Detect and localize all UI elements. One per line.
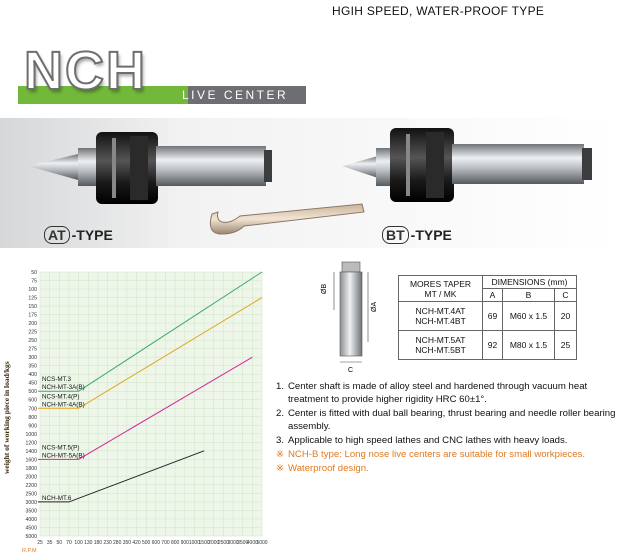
chart-x-unit: R.P.M (22, 548, 37, 554)
chart-y-tick-label: 400 (28, 372, 37, 379)
chart-x-tick-label: 1500 (198, 540, 210, 546)
chart-y-tick-label: 4500 (25, 525, 37, 532)
table-col-a: A (483, 289, 503, 302)
chart-y-tick-label: 450 (28, 380, 37, 387)
chart-x-tick-label: 2000 (208, 540, 220, 546)
note-number: ※ (276, 463, 285, 474)
chart-y-tick-label: 2200 (25, 482, 37, 489)
chart-x-tick-label: 180 (93, 540, 103, 546)
chart-x-tick-label: 3500 (237, 540, 249, 546)
table-cell-b: M60 x 1.5 (503, 302, 555, 331)
note-text: Center is fitted with dual ball bearing, thrust bearing and needle roller bearing assembly. (288, 408, 616, 432)
chart-y-tick-label: 4000 (25, 516, 37, 523)
at-type-text: -TYPE (71, 227, 113, 243)
chart-x-tick-label: 35 (46, 540, 53, 546)
table-cell-c: 25 (555, 331, 577, 360)
chart-x-tick-label: 800 (170, 540, 180, 546)
chart-x-tick-label: 2500 (217, 540, 229, 546)
chart-x-tick-label: 50 (56, 540, 63, 546)
note-text: Waterproof design. (288, 463, 369, 474)
note-number: 2. (276, 408, 285, 419)
table-row (399, 302, 577, 331)
chart-y-tick-label: 350 (28, 363, 37, 370)
bt-type-label (382, 226, 452, 244)
chart-y-tick-label: 1800 (25, 465, 37, 472)
chart-y-tick-label: 75 (31, 278, 37, 285)
table-cell-a: 92 (483, 331, 503, 360)
load-speed-chart (0, 266, 272, 556)
bt-type-text: -TYPE (410, 227, 452, 243)
chart-x-tick-label: 70 (66, 540, 72, 546)
chart-y-tick-label: 175 (28, 312, 37, 319)
chart-y-tick-label: 1600 (25, 457, 37, 464)
chart-x-tick-label: 1000 (188, 540, 200, 546)
chart-x-tick-label: 5000 (256, 540, 268, 546)
chart-x-tick-label: 420 (132, 540, 141, 546)
note-item (276, 407, 616, 433)
chart-x-tick-label: 350 (122, 540, 132, 546)
table-row (399, 331, 577, 360)
note-item (276, 462, 616, 475)
chart-x-tick-label: 3000 (227, 540, 239, 546)
dim-label-a: ØA (371, 301, 378, 312)
dim-label-b: ØB (321, 283, 328, 294)
feature-notes (276, 380, 616, 476)
chart-y-tick-label: 3500 (25, 508, 37, 515)
chart-y-tick-label: 600 (28, 397, 37, 404)
chart-series-label: NCH-MT-4A(B) (42, 401, 85, 409)
chart-y-tick-label: 1400 (25, 448, 37, 455)
table-cell-c: 20 (555, 302, 577, 331)
chart-y-tick-label: 900 (28, 423, 37, 430)
note-item (276, 380, 616, 406)
chart-y-tick-label: 2000 (25, 474, 37, 481)
table-cell-a: 69 (483, 302, 503, 331)
note-text: Applicable to high speed lathes and CNC lathes with heavy loads. (288, 435, 568, 446)
chart-series-label: NCS-MT.3 (42, 376, 72, 384)
brand-subtitle: LIVE CENTER (182, 88, 289, 102)
table-cell-models: NCH-MT.4AT NCH-MT.4BT (399, 302, 483, 331)
note-item (276, 434, 616, 447)
chart-series-label: NCS-MT.4(P) (42, 393, 80, 401)
chart-x-tick-label: 230 (103, 540, 112, 546)
dimension-drawing (310, 258, 390, 376)
chart-y-tick-label: 3000 (25, 499, 37, 506)
note-number: 3. (276, 435, 285, 446)
chart-x-tick-label: 500 (142, 540, 151, 546)
bt-type-badge: BT (382, 226, 409, 244)
chart-y-tick-label: 1200 (25, 440, 37, 447)
table-cell-models: NCH-MT.5AT NCH-MT.5BT (399, 331, 483, 360)
chart-x-tick-label: 100 (74, 540, 83, 546)
brand-logo: NCH (24, 41, 147, 101)
chart-y-tick-label: 200 (28, 321, 37, 328)
chart-x-tick-label: 130 (84, 540, 93, 546)
table-head-dimensions: DIMENSIONS (mm) (483, 276, 577, 289)
chart-y-tick-label: 700 (28, 406, 37, 413)
chart-series-label: NCH-MT-5A(B) (42, 452, 85, 460)
table-head-model: MORES TAPER MT / MK (399, 276, 483, 302)
chart-series-label: NCH-MT-3A(B) (42, 384, 85, 392)
note-number: ※ (276, 449, 285, 460)
chart-y-tick-label: 250 (28, 338, 37, 345)
chart-y-tick-label: 1000 (25, 431, 37, 438)
chart-y-tick-label: 125 (28, 295, 37, 302)
chart-x-tick-label: 280 (113, 540, 122, 546)
chart-x-tick-label: 700 (161, 540, 170, 546)
table-cell-b: M80 x 1.5 (503, 331, 555, 360)
chart-y-tick-label: 5000 (25, 534, 37, 540)
chart-y-axis-label: weight of working piece in load/kgs (2, 361, 11, 474)
chart-y-tick-label: 2500 (25, 491, 37, 498)
chart-y-tick-label: 275 (28, 346, 37, 353)
chart-series-label: NCS-MT.5(P) (42, 444, 80, 452)
chart-y-tick-label: 50 (31, 270, 37, 276)
note-text: Center shaft is made of alloy steel and hardened through vacuum heat treatment to provide higher rigidity HRC 60±1°. (288, 381, 588, 405)
table-col-b: B (503, 289, 555, 302)
header-title: HGIH SPEED, WATER-PROOF TYPE (332, 4, 545, 18)
chart-y-tick-label: 500 (28, 389, 37, 396)
chart-x-tick-label: 900 (180, 540, 189, 546)
chart-y-tick-label: 225 (28, 329, 37, 336)
chart-x-tick-label: 600 (151, 540, 160, 546)
chart-series-label: NCH-MT.6 (42, 494, 72, 502)
note-text: NCH-B type: Long nose live centers are suitable for small workpieces. (288, 449, 586, 460)
dimensions-table (398, 275, 577, 360)
note-number: 1. (276, 381, 285, 392)
at-type-label (44, 226, 113, 244)
at-type-badge: AT (44, 226, 70, 244)
table-col-c: C (555, 289, 577, 302)
chart-x-tick-label: 25 (37, 540, 43, 546)
note-item (276, 448, 616, 461)
chart-y-tick-label: 150 (28, 304, 37, 311)
chart-y-tick-label: 100 (28, 287, 37, 294)
dim-label-c: C (348, 367, 354, 374)
chart-x-tick-label: 4000 (246, 540, 258, 546)
chart-y-tick-label: 800 (28, 414, 37, 421)
chart-y-tick-label: 300 (28, 355, 37, 362)
